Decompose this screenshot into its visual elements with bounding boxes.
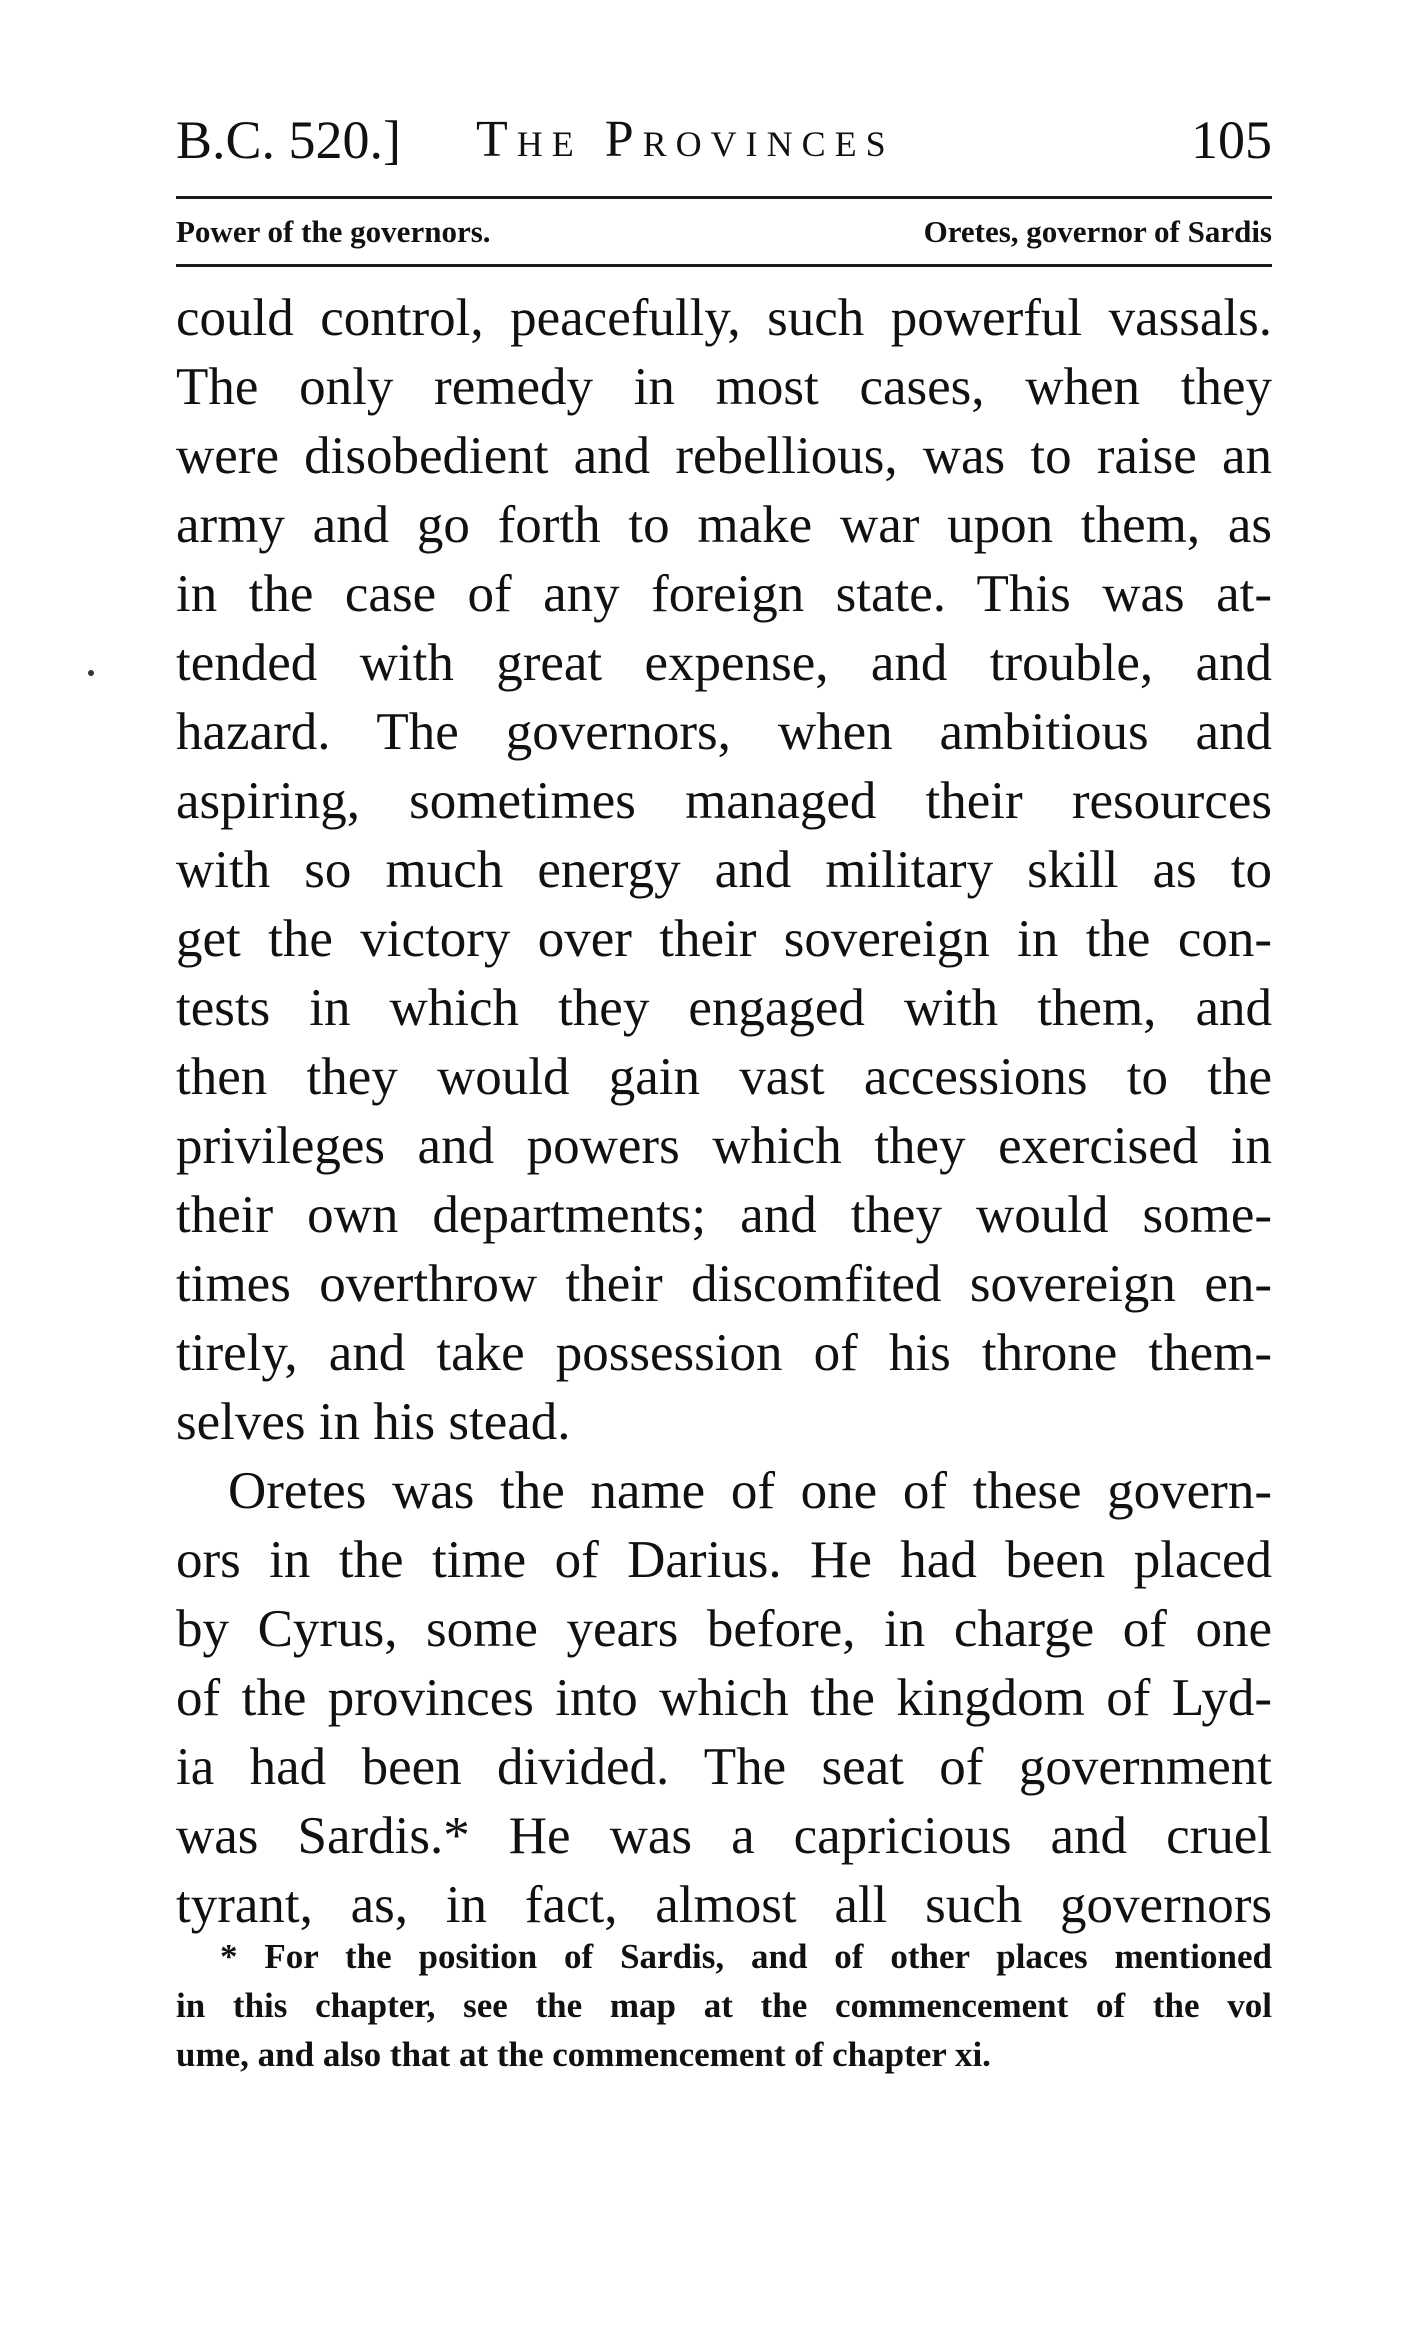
body-line: of the provinces into which the kingdom of Lyd- bbox=[176, 1669, 1272, 1727]
body-line: their own departments; and they would some- bbox=[176, 1186, 1272, 1244]
body-line: tirely, and take possession of his throne them- bbox=[176, 1324, 1272, 1382]
footnote bbox=[176, 1932, 1272, 2079]
body-line: army and go forth to make war upon them, as bbox=[176, 496, 1272, 554]
body-line: ia had been divided. The seat of government bbox=[176, 1738, 1272, 1796]
body-line: Oretes was the name of one of these govern- bbox=[228, 1462, 1272, 1520]
body-line: selves in his stead. bbox=[176, 1393, 571, 1451]
body-line: tests in which they engaged with them, and bbox=[176, 979, 1272, 1037]
footnote-line: * For the position of Sardis, and of other places mentioned bbox=[220, 1937, 1272, 1976]
side-note-right: Oretes, governor of Sardis bbox=[923, 214, 1272, 249]
body-line: times overthrow their discomfited sovereign en- bbox=[176, 1255, 1272, 1313]
margin-mark bbox=[88, 670, 94, 676]
body-line: was Sardis.* He was a capricious and cruel bbox=[176, 1807, 1272, 1865]
body-line: tyrant, as, in fact, almost all such governors bbox=[176, 1876, 1272, 1934]
body-line: then they would gain vast accessions to the bbox=[176, 1048, 1272, 1106]
body-line: in the case of any foreign state. This was at- bbox=[176, 565, 1272, 623]
body-line: The only remedy in most cases, when they bbox=[176, 358, 1272, 416]
header-rule-top bbox=[176, 196, 1272, 199]
body-line: were disobedient and rebellious, was to raise an bbox=[176, 427, 1272, 485]
body-line: get the victory over their sovereign in the con- bbox=[176, 910, 1272, 968]
body-line: could control, peacefully, such powerful vassals. bbox=[176, 289, 1272, 347]
body-line: privileges and powers which they exercised in bbox=[176, 1117, 1272, 1175]
body-line: tended with great expense, and trouble, and bbox=[176, 634, 1272, 692]
footnote-line: in this chapter, see the map at the commencement of the vol bbox=[176, 1986, 1272, 2025]
body-line: by Cyrus, some years before, in charge of one bbox=[176, 1600, 1272, 1658]
header-date: B.C. 520.] bbox=[176, 110, 402, 170]
body-line: with so much energy and military skill as to bbox=[176, 841, 1272, 899]
running-head bbox=[176, 100, 1272, 180]
header-title: The Provinces bbox=[476, 111, 895, 168]
page-number: 105 bbox=[1191, 110, 1272, 170]
body-line: aspiring, sometimes managed their resources bbox=[176, 772, 1272, 830]
footnote-line: ume, and also that at the commencement of chapter xi. bbox=[176, 2035, 991, 2074]
side-notes bbox=[176, 206, 1272, 258]
header-rule-bottom bbox=[176, 264, 1272, 267]
side-note-left: Power of the governors. bbox=[176, 214, 491, 249]
body-text bbox=[176, 284, 1272, 1940]
body-line: ors in the time of Darius. He had been placed bbox=[176, 1531, 1272, 1589]
body-line: hazard. The governors, when ambitious and bbox=[176, 703, 1272, 761]
